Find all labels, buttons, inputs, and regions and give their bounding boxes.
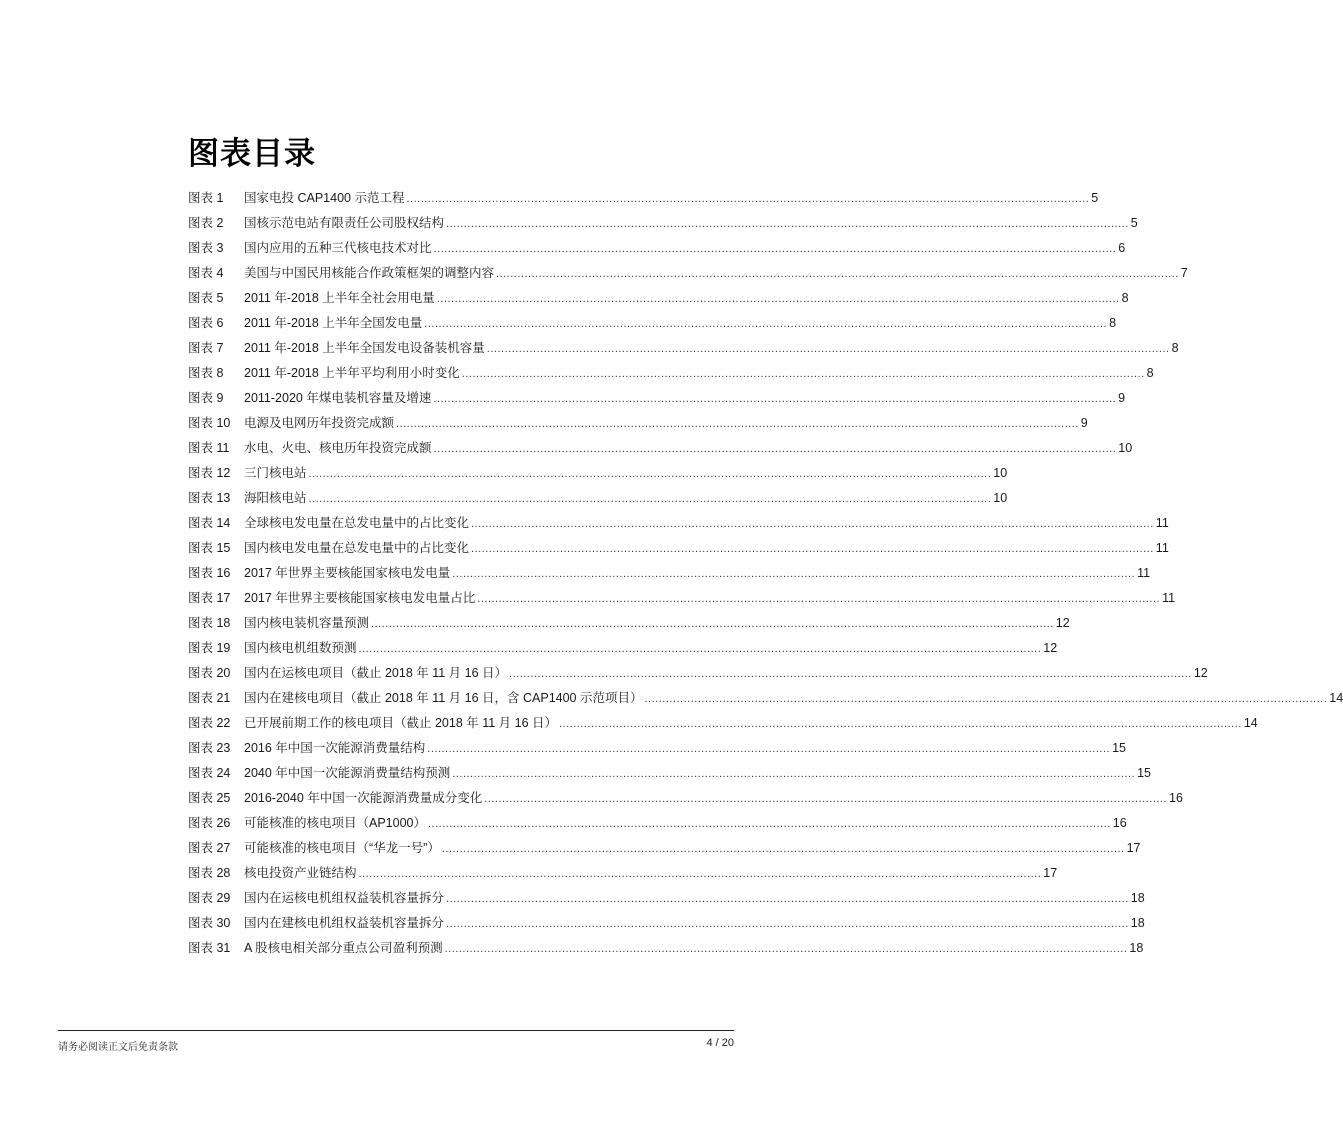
toc-entry-title: 2011-2020 年煤电装机容量及增速 [244,391,432,405]
toc-entry-page: 10 [993,491,1008,505]
toc-entry-label: 图表 10 [188,416,231,430]
toc-entry-label: 图表 27 [188,841,231,855]
toc-entry-page: 11 [1155,516,1169,530]
toc-entry-label: 图表 14 [188,516,231,530]
toc-entry[interactable] [188,736,1126,761]
toc-entry-title: 国核示范电站有限责任公司股权结构 [244,216,445,230]
toc-entry[interactable] [188,186,1099,211]
toc-dot-leader [359,637,1042,662]
toc-entry-title: 已开展前期工作的核电项目（截止 2018 年 11 月 16 日） [244,716,558,730]
toc-entry[interactable] [188,311,1117,336]
toc-dot-leader [442,837,1125,862]
toc-entry-label: 图表 7 [188,341,224,355]
toc-entry-page: 12 [1055,616,1070,630]
toc-entry[interactable] [188,686,1343,711]
toc-dot-leader [496,262,1179,287]
toc-dot-leader [434,237,1117,262]
toc-entry[interactable] [188,361,1154,386]
toc-entry-label: 图表 8 [188,366,224,380]
toc-entry[interactable] [188,436,1133,461]
toc-entry-page: 12 [1193,666,1208,680]
toc-entry-page: 9 [1080,416,1088,430]
toc-dot-leader [446,212,1129,237]
toc-entry-label: 图表 3 [188,241,224,255]
toc-dot-leader [437,287,1120,312]
toc-entry-title: 国内核电装机容量预测 [244,616,370,630]
toc-entry-label: 图表 11 [188,441,230,455]
toc-entry-title: 2016-2040 年中国一次能源消费量成分变化 [244,791,483,805]
toc-entry-label: 图表 13 [188,491,231,505]
toc-dot-leader [462,362,1145,387]
toc-entry[interactable] [188,661,1208,686]
toc-entry[interactable] [188,786,1183,811]
toc-entry-title: 核电投资产业链结构 [244,866,357,880]
toc-entry-label: 图表 23 [188,741,231,755]
toc-dot-leader [309,462,992,487]
toc-entry-title: 可能核准的核电项目（“华龙一号”） [244,841,440,855]
toc-entry-label: 图表 17 [188,591,231,605]
toc-entry-title: 美国与中国民用核能合作政策框架的调整内容 [244,266,495,280]
toc-entry-title: 国家电投 CAP1400 示范工程 [244,191,405,205]
toc-entry-title: 2011 年-2018 上半年平均利用小时变化 [244,366,460,380]
toc-entry-title: 国内应用的五种三代核电技术对比 [244,241,432,255]
toc-entry[interactable] [188,261,1188,286]
toc-entry-page: 8 [1109,316,1117,330]
toc-entry[interactable] [188,336,1179,361]
toc-entry-title: 电源及电网历年投资完成额 [244,416,395,430]
toc-entry-title: 2017 年世界主要核能国家核电发电量占比 [244,591,476,605]
toc-entry[interactable] [188,511,1169,536]
toc-dot-leader [471,512,1154,537]
toc-entry[interactable] [188,411,1088,436]
toc-entry-page: 11 [1155,541,1169,555]
toc-entry-title: 2011 年-2018 上半年全国发电量 [244,316,423,330]
toc-entry-page: 11 [1162,591,1176,605]
toc-entry-label: 图表 15 [188,541,231,555]
toc-entry-title: 2011 年-2018 上半年全社会用电量 [244,291,435,305]
toc-entry-title: 海阳核电站 [244,491,307,505]
toc-entry-title: 三门核电站 [244,466,307,480]
toc-entry[interactable] [188,611,1070,636]
toc-entry[interactable] [188,811,1127,836]
toc-entry-page: 16 [1112,816,1127,830]
toc-dot-leader [477,587,1160,612]
toc-entry[interactable] [188,461,1008,486]
toc-entry[interactable] [188,911,1145,936]
toc-dot-leader [371,612,1054,637]
toc-entry-title: 国内在运核电机组权益装机容量拆分 [244,891,445,905]
toc-entry[interactable] [188,861,1058,886]
toc-entry[interactable] [188,761,1151,786]
figure-toc-list [188,186,1343,961]
toc-entry-title: 全球核电发电量在总发电量中的占比变化 [244,516,470,530]
toc-entry-title: 可能核准的核电项目（AP1000） [244,816,426,830]
toc-dot-leader [434,437,1117,462]
toc-entry-label: 图表 2 [188,216,224,230]
toc-entry-page: 5 [1091,191,1099,205]
toc-entry-label: 图表 25 [188,791,231,805]
toc-dot-leader [359,862,1042,887]
toc-dot-leader [424,312,1107,337]
toc-entry-page: 5 [1130,216,1138,230]
toc-dot-leader [452,562,1135,587]
toc-dot-leader [446,887,1129,912]
toc-entry[interactable] [188,386,1126,411]
toc-entry-page: 6 [1118,241,1126,255]
toc-entry-label: 图表 28 [188,866,231,880]
toc-entry[interactable] [188,286,1129,311]
toc-entry-page: 11 [1137,566,1151,580]
toc-entry-page: 8 [1171,341,1179,355]
toc-entry-label: 图表 20 [188,666,231,680]
toc-dot-leader [406,187,1089,212]
toc-entry-title: 水电、火电、核电历年投资完成额 [244,441,432,455]
toc-entry-page: 14 [1329,691,1343,705]
toc-entry-title: 国内核电发电量在总发电量中的占比变化 [244,541,470,555]
toc-entry[interactable] [188,836,1141,861]
toc-entry-label: 图表 16 [188,566,231,580]
toc-entry[interactable] [188,211,1138,236]
toc-entry-page: 18 [1130,891,1145,905]
toc-entry-page: 17 [1126,841,1141,855]
toc-entry-label: 图表 29 [188,891,231,905]
toc-entry-label: 图表 5 [188,291,224,305]
toc-entry-label: 图表 9 [188,391,224,405]
toc-entry-title: 国内核电机组数预测 [244,641,357,655]
toc-entry-page: 7 [1180,266,1188,280]
toc-entry[interactable] [188,936,1144,961]
toc-entry[interactable] [188,561,1151,586]
toc-entry-page: 15 [1112,741,1126,755]
toc-entry-page: 18 [1129,941,1144,955]
footer-divider [58,1030,734,1031]
toc-entry-page: 14 [1243,716,1258,730]
toc-entry-label: 图表 1 [188,191,224,205]
toc-entry-label: 图表 18 [188,616,231,630]
toc-entry-page: 16 [1169,791,1183,805]
toc-dot-leader [309,487,992,512]
toc-entry-label: 图表 21 [188,691,231,705]
toc-entry-label: 图表 26 [188,816,231,830]
toc-entry-label: 图表 19 [188,641,231,655]
toc-dot-leader [471,537,1154,562]
toc-dot-leader [446,912,1129,937]
toc-dot-leader [428,812,1111,837]
page-title: 图表目录 [188,136,316,171]
toc-entry-page: 15 [1137,766,1151,780]
toc-dot-leader [559,712,1242,737]
toc-entry-label: 图表 31 [188,941,231,955]
toc-entry-page: 18 [1130,916,1145,930]
toc-entry-page: 12 [1043,641,1058,655]
toc-entry-page: 9 [1118,391,1126,405]
toc-dot-leader [644,687,1327,712]
toc-entry-page: 8 [1121,291,1129,305]
toc-entry-title: 国内在建核电机组权益装机容量拆分 [244,916,445,930]
toc-entry-label: 图表 30 [188,916,231,930]
toc-dot-leader [509,662,1192,687]
toc-entry-title: A 股核电相关部分重点公司盈利预测 [244,941,443,955]
toc-dot-leader [445,937,1128,962]
toc-entry-title: 2011 年-2018 上半年全国发电设备装机容量 [244,341,485,355]
toc-entry-label: 图表 6 [188,316,224,330]
toc-entry-title: 国内在运核电项目（截止 2018 年 11 月 16 日） [244,666,508,680]
toc-entry[interactable] [188,586,1176,611]
toc-dot-leader [427,737,1110,762]
toc-entry-label: 图表 12 [188,466,231,480]
toc-entry[interactable] [188,236,1126,261]
toc-entry[interactable] [188,536,1169,561]
toc-entry-title: 国内在建核电项目（截止 2018 年 11 月 16 日，含 CAP1400 示范项目） [244,691,643,705]
toc-entry[interactable] [188,486,1008,511]
footer-page-number: 4 / 20 [706,1037,734,1049]
toc-dot-leader [452,762,1135,787]
toc-entry-title: 2040 年中国一次能源消费量结构预测 [244,766,451,780]
toc-entry-title: 2016 年中国一次能源消费量结构 [244,741,426,755]
toc-entry-label: 图表 24 [188,766,231,780]
toc-entry-label: 图表 4 [188,266,224,280]
toc-entry-page: 8 [1146,366,1154,380]
toc-entry[interactable] [188,636,1058,661]
toc-entry-label: 图表 22 [188,716,231,730]
toc-dot-leader [484,787,1167,812]
toc-entry-page: 10 [1118,441,1133,455]
toc-dot-leader [487,337,1170,362]
toc-entry-title: 2017 年世界主要核能国家核电发电量 [244,566,451,580]
toc-entry-page: 10 [993,466,1008,480]
toc-entry-page: 17 [1043,866,1058,880]
toc-entry[interactable] [188,711,1258,736]
toc-entry[interactable] [188,886,1145,911]
toc-dot-leader [396,412,1079,437]
footer-disclaimer: 请务必阅读正文后免责条款 [58,1042,178,1053]
toc-dot-leader [433,387,1116,412]
